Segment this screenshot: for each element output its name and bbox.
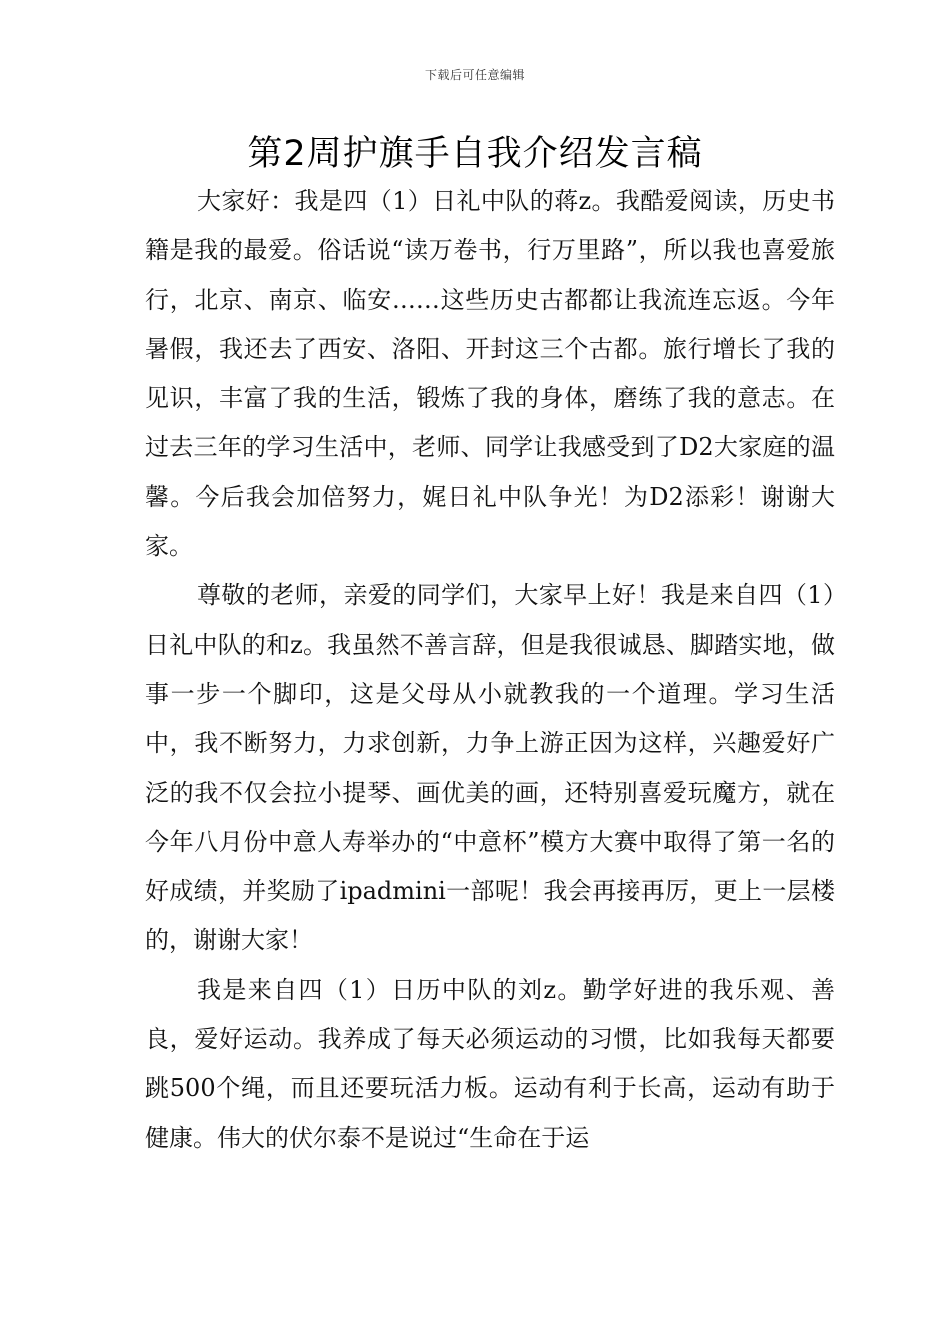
paragraph-3: 我是来自四（1）日历中队的刘z。勤学好进的我乐观、善良，爱好运动。我养成了每天必须运动的习惯，比如我每天都要跳500个绳，而且还要玩活力板。运动有利于长高，运动有助于健康。伟大的伏尔泰不是说过“生命在于运 — [145, 975, 835, 1152]
paragraph-1: 大家好：我是四（1）日礼中队的蒋z。我酷爱阅读，历史书籍是我的最爱。俗话说“读万卷书，行万里路”，所以我也喜爱旅行，北京、南京、临安……这些历史古都都让我流连忘返。今年暑假，我还去了西安、洛阳、开封这三个古都。旅行增长了我的见识，丰富了我的生活，锻炼了我的身体，磨练了我的意志。在过去三年的学习生活中，老师、同学让我感受到了D2大家庭的温馨。今后我会加倍努力，娓日礼中队争光！为D2添彩！谢谢大家。 — [145, 187, 835, 561]
document-title: 第2周护旗手自我介绍发言稿 — [247, 134, 703, 174]
page-header-note: 下载后可任意编辑 — [424, 68, 525, 82]
paragraph-2: 尊敬的老师，亲爱的同学们，大家早上好！我是来自四（1）日礼中队的和z。我虽然不善言辞，但是我很诚恳、脚踏实地，做事一步一个脚印，这是父母从小就教我的一个道理。学习生活中，我不断努力，力求创新，力争上游正因为这样，兴趣爱好广泛的我不仅会拉小提琴、画优美的画，还特别喜爱玩魔方，就在今年八月份中意人寿举办的“中意杯”模方大赛中取得了第一名的好成绩，并奖励了ipadmini一部呢！我会再接再厉，更上一层楼的，谢谢大家！ — [145, 581, 835, 955]
document-body — [145, 177, 835, 1163]
